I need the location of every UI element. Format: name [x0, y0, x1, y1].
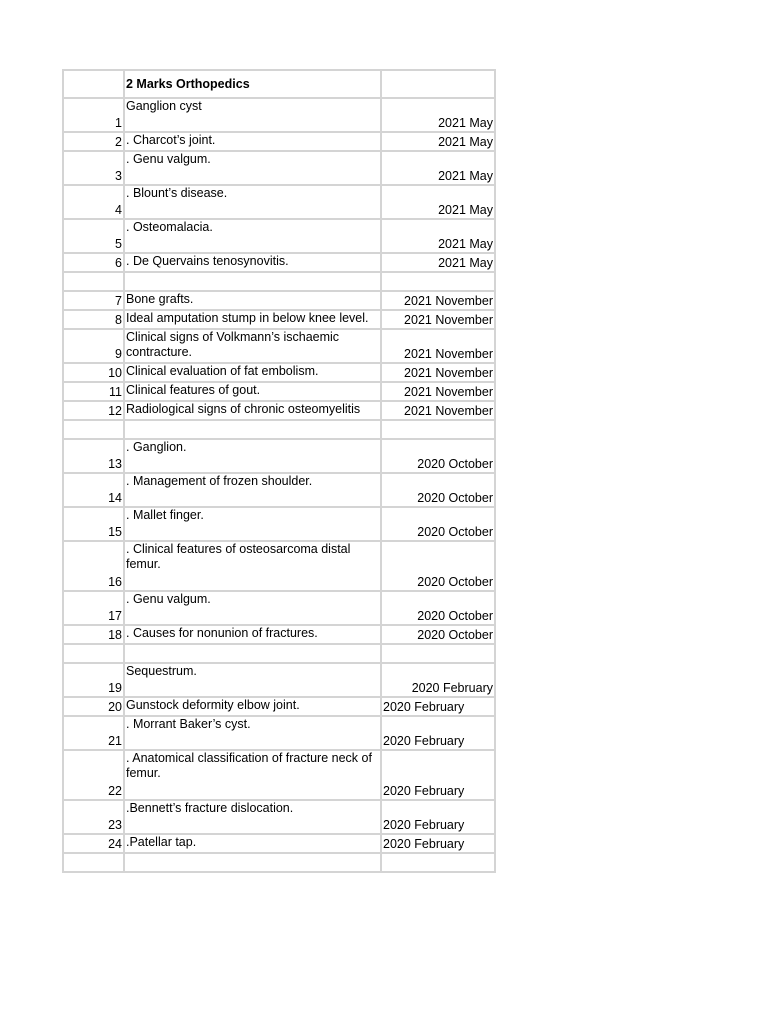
table-row: [63, 663, 495, 697]
title-row: [63, 70, 495, 98]
exam-date-cell[interactable]: 2020 October: [381, 439, 495, 473]
question-number-cell[interactable]: 14: [63, 473, 124, 507]
exam-date-cell[interactable]: 2021 November: [381, 401, 495, 420]
question-number-cell[interactable]: 7: [63, 291, 124, 310]
question-number-cell[interactable]: 17: [63, 591, 124, 625]
table-row: [63, 853, 495, 872]
table-row: [63, 420, 495, 439]
page-title[interactable]: 2 Marks Orthopedics: [124, 70, 381, 98]
question-text-cell[interactable]: Gunstock deformity elbow joint.: [124, 697, 381, 716]
question-text-cell[interactable]: [124, 644, 381, 663]
exam-date-cell[interactable]: 2020 February: [381, 716, 495, 750]
question-text-cell[interactable]: . Genu valgum.: [124, 591, 381, 625]
table-row: [63, 697, 495, 716]
exam-date-cell[interactable]: 2020 October: [381, 591, 495, 625]
table-row: [63, 382, 495, 401]
question-number-cell[interactable]: 3: [63, 151, 124, 185]
exam-date-cell[interactable]: 2020 February: [381, 750, 495, 800]
question-number-cell[interactable]: 10: [63, 363, 124, 382]
table-body: [63, 70, 495, 872]
question-text-cell[interactable]: . Management of frozen shoulder.: [124, 473, 381, 507]
table-row: [63, 363, 495, 382]
question-text-cell[interactable]: Radiological signs of chronic osteomyelitis: [124, 401, 381, 420]
table-row: [63, 716, 495, 750]
question-text-cell[interactable]: [124, 853, 381, 872]
exam-date-cell[interactable]: 2021 November: [381, 310, 495, 329]
table-row: [63, 800, 495, 834]
exam-date-cell[interactable]: 2021 May: [381, 151, 495, 185]
question-text-cell[interactable]: Sequestrum.: [124, 663, 381, 697]
table-row: [63, 272, 495, 291]
question-number-cell[interactable]: 16: [63, 541, 124, 591]
question-number-cell[interactable]: [63, 853, 124, 872]
exam-date-cell[interactable]: [381, 420, 495, 439]
table-row: [63, 644, 495, 663]
question-number-cell[interactable]: 6: [63, 253, 124, 272]
table-row: [63, 750, 495, 800]
table-row: [63, 591, 495, 625]
table-row: [63, 439, 495, 473]
question-number-cell[interactable]: 15: [63, 507, 124, 541]
exam-date-cell[interactable]: 2021 May: [381, 253, 495, 272]
table-row: [63, 151, 495, 185]
title-date-cell[interactable]: [381, 70, 495, 98]
table-row: [63, 625, 495, 644]
question-number-cell[interactable]: 21: [63, 716, 124, 750]
question-text-cell[interactable]: .Bennett’s fracture dislocation.: [124, 800, 381, 834]
table-row: [63, 541, 495, 591]
question-number-cell[interactable]: 9: [63, 329, 124, 363]
question-text-cell[interactable]: Ideal amputation stump in below knee level.: [124, 310, 381, 329]
question-number-cell[interactable]: 8: [63, 310, 124, 329]
question-number-cell[interactable]: 23: [63, 800, 124, 834]
table-row: [63, 834, 495, 853]
exam-date-cell[interactable]: 2021 November: [381, 291, 495, 310]
question-number-cell[interactable]: 4: [63, 185, 124, 219]
question-text-cell[interactable]: . Anatomical classification of fracture neck of femur.: [124, 750, 381, 800]
question-number-cell[interactable]: 24: [63, 834, 124, 853]
table-row: [63, 219, 495, 253]
table-row: [63, 329, 495, 363]
table-row: [63, 253, 495, 272]
exam-date-cell[interactable]: 2020 October: [381, 507, 495, 541]
question-number-cell[interactable]: 1: [63, 98, 124, 132]
question-text-cell[interactable]: Ganglion cyst: [124, 98, 381, 132]
question-text-cell[interactable]: .Patellar tap.: [124, 834, 381, 853]
table-row: [63, 401, 495, 420]
question-text-cell[interactable]: . Clinical features of osteosarcoma distal femur.: [124, 541, 381, 591]
question-number-cell[interactable]: 18: [63, 625, 124, 644]
exam-date-cell[interactable]: 2021 May: [381, 98, 495, 132]
exam-date-cell[interactable]: 2021 May: [381, 132, 495, 151]
question-number-cell[interactable]: 11: [63, 382, 124, 401]
question-text-cell[interactable]: . Osteomalacia.: [124, 219, 381, 253]
table-row: [63, 185, 495, 219]
question-number-cell[interactable]: 12: [63, 401, 124, 420]
table-row: [63, 507, 495, 541]
question-number-cell[interactable]: 2: [63, 132, 124, 151]
exam-date-cell[interactable]: 2020 October: [381, 473, 495, 507]
question-text-cell[interactable]: Clinical evaluation of fat embolism.: [124, 363, 381, 382]
question-number-cell[interactable]: 20: [63, 697, 124, 716]
question-number-cell[interactable]: [63, 420, 124, 439]
exam-date-cell[interactable]: [381, 853, 495, 872]
question-text-cell[interactable]: . Ganglion.: [124, 439, 381, 473]
exam-date-cell[interactable]: 2020 October: [381, 541, 495, 591]
question-text-cell[interactable]: . Morrant Baker’s cyst.: [124, 716, 381, 750]
exam-date-cell[interactable]: 2020 October: [381, 625, 495, 644]
exam-date-cell[interactable]: 2021 May: [381, 219, 495, 253]
question-text-cell[interactable]: [124, 272, 381, 291]
title-number-cell[interactable]: [63, 70, 124, 98]
question-text-cell[interactable]: . Charcot’s joint.: [124, 132, 381, 151]
question-text-cell[interactable]: . Causes for nonunion of fractures.: [124, 625, 381, 644]
question-text-cell[interactable]: . Genu valgum.: [124, 151, 381, 185]
table-row: [63, 473, 495, 507]
exam-date-cell[interactable]: 2020 February: [381, 800, 495, 834]
table-row: [63, 310, 495, 329]
exam-date-cell[interactable]: [381, 272, 495, 291]
exam-date-cell[interactable]: 2021 November: [381, 363, 495, 382]
question-text-cell[interactable]: [124, 420, 381, 439]
exam-date-cell[interactable]: 2021 November: [381, 382, 495, 401]
question-text-cell[interactable]: Clinical signs of Volkmann’s ischaemic contracture.: [124, 329, 381, 363]
spreadsheet-table: [62, 69, 496, 873]
question-number-cell[interactable]: 5: [63, 219, 124, 253]
question-number-cell[interactable]: 22: [63, 750, 124, 800]
question-text-cell[interactable]: . Mallet finger.: [124, 507, 381, 541]
exam-date-cell[interactable]: [381, 644, 495, 663]
table-row: [63, 132, 495, 151]
question-text-cell[interactable]: . De Quervains tenosynovitis.: [124, 253, 381, 272]
exam-date-cell[interactable]: 2020 February: [381, 663, 495, 697]
question-number-cell[interactable]: 13: [63, 439, 124, 473]
table-row: [63, 291, 495, 310]
question-number-cell[interactable]: 19: [63, 663, 124, 697]
table-row: [63, 98, 495, 132]
question-text-cell[interactable]: Bone grafts.: [124, 291, 381, 310]
exam-date-cell[interactable]: 2021 November: [381, 329, 495, 363]
question-number-cell[interactable]: [63, 644, 124, 663]
exam-date-cell[interactable]: 2021 May: [381, 185, 495, 219]
question-number-cell[interactable]: [63, 272, 124, 291]
question-text-cell[interactable]: Clinical features of gout.: [124, 382, 381, 401]
question-text-cell[interactable]: . Blount’s disease.: [124, 185, 381, 219]
exam-date-cell[interactable]: 2020 February: [381, 834, 495, 853]
exam-date-cell[interactable]: 2020 February: [381, 697, 495, 716]
